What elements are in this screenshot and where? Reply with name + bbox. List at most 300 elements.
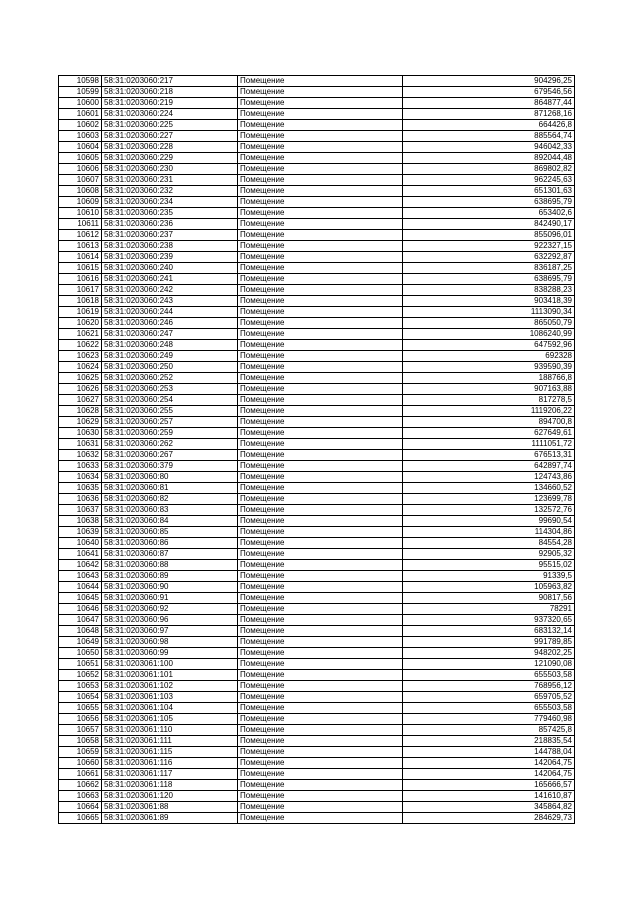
object-type-cell: Помещение [238,274,403,285]
object-type-cell: Помещение [238,461,403,472]
cadastral-number-cell: 58:31:0203060:231 [102,175,238,186]
object-type-cell: Помещение [238,472,403,483]
value-cell: 855096,01 [403,230,575,241]
row-number-cell: 10603 [59,131,102,142]
value-cell: 676513,31 [403,450,575,461]
value-cell: 144788,04 [403,747,575,758]
value-cell: 142064,75 [403,769,575,780]
cadastral-number-cell: 58:31:0203061:101 [102,670,238,681]
table-row [59,285,575,296]
object-type-cell: Помещение [238,703,403,714]
cadastral-number-cell: 58:31:0203060:240 [102,263,238,274]
table-row [59,670,575,681]
value-cell: 134660,52 [403,483,575,494]
table-row [59,230,575,241]
row-number-cell: 10636 [59,494,102,505]
table-row [59,758,575,769]
cadastral-number-cell: 58:31:0203061:89 [102,813,238,824]
table-row [59,263,575,274]
cadastral-number-cell: 58:31:0203060:219 [102,98,238,109]
value-cell: 1119206,22 [403,406,575,417]
table-row [59,406,575,417]
row-number-cell: 10664 [59,802,102,813]
value-cell: 121090,08 [403,659,575,670]
cadastral-number-cell: 58:31:0203061:115 [102,747,238,758]
row-number-cell: 10614 [59,252,102,263]
cadastral-number-cell: 58:31:0203060:257 [102,417,238,428]
cadastral-number-cell: 58:31:0203060:238 [102,241,238,252]
value-cell: 655503,58 [403,703,575,714]
object-type-cell: Помещение [238,241,403,252]
cadastral-number-cell: 58:31:0203061:110 [102,725,238,736]
object-type-cell: Помещение [238,483,403,494]
table-row [59,219,575,230]
table-row [59,494,575,505]
value-cell: 284629,73 [403,813,575,824]
cadastral-number-cell: 58:31:0203060:92 [102,604,238,615]
object-type-cell: Помещение [238,351,403,362]
row-number-cell: 10640 [59,538,102,549]
object-type-cell: Помещение [238,340,403,351]
table-row [59,439,575,450]
table-row [59,318,575,329]
object-type-cell: Помещение [238,571,403,582]
value-cell: 864877,44 [403,98,575,109]
row-number-cell: 10609 [59,197,102,208]
row-number-cell: 10624 [59,362,102,373]
object-type-cell: Помещение [238,395,403,406]
document-page [58,75,574,824]
cadastral-number-cell: 58:31:0203061:102 [102,681,238,692]
table-row [59,571,575,582]
object-type-cell: Помещение [238,175,403,186]
object-type-cell: Помещение [238,758,403,769]
cadastral-number-cell: 58:31:0203060:253 [102,384,238,395]
row-number-cell: 10604 [59,142,102,153]
object-type-cell: Помещение [238,219,403,230]
cadastral-number-cell: 58:31:0203061:111 [102,736,238,747]
table-row [59,527,575,538]
object-type-cell: Помещение [238,428,403,439]
row-number-cell: 10618 [59,296,102,307]
cadastral-number-cell: 58:31:0203060:249 [102,351,238,362]
table-row [59,362,575,373]
table-row [59,373,575,384]
cadastral-number-cell: 58:31:0203060:244 [102,307,238,318]
object-type-cell: Помещение [238,329,403,340]
value-cell: 188766,8 [403,373,575,384]
cadastral-number-cell: 58:31:0203060:218 [102,87,238,98]
value-cell: 937320,65 [403,615,575,626]
value-cell: 683132,14 [403,626,575,637]
value-cell: 892044,48 [403,153,575,164]
table-row [59,252,575,263]
value-cell: 922327,15 [403,241,575,252]
value-cell: 345864,82 [403,802,575,813]
row-number-cell: 10632 [59,450,102,461]
table-row [59,648,575,659]
table-row [59,109,575,120]
value-cell: 95515,02 [403,560,575,571]
row-number-cell: 10645 [59,593,102,604]
row-number-cell: 10626 [59,384,102,395]
cadastral-number-cell: 58:31:0203060:91 [102,593,238,604]
row-number-cell: 10663 [59,791,102,802]
cadastral-number-cell: 58:31:0203060:235 [102,208,238,219]
value-cell: 627649,61 [403,428,575,439]
table-row [59,703,575,714]
table-row [59,131,575,142]
object-type-cell: Помещение [238,560,403,571]
object-type-cell: Помещение [238,406,403,417]
object-type-cell: Помещение [238,285,403,296]
cadastral-number-cell: 58:31:0203060:247 [102,329,238,340]
cadastral-number-cell: 58:31:0203060:85 [102,527,238,538]
row-number-cell: 10665 [59,813,102,824]
object-type-cell: Помещение [238,439,403,450]
cadastral-number-cell: 58:31:0203060:267 [102,450,238,461]
row-number-cell: 10630 [59,428,102,439]
table-row [59,417,575,428]
table-row [59,560,575,571]
row-number-cell: 10600 [59,98,102,109]
object-type-cell: Помещение [238,769,403,780]
row-number-cell: 10620 [59,318,102,329]
value-cell: 857425,8 [403,725,575,736]
value-cell: 904296,25 [403,76,575,87]
row-number-cell: 10625 [59,373,102,384]
table-row [59,296,575,307]
table-row [59,780,575,791]
value-cell: 91339,5 [403,571,575,582]
value-cell: 1086240,99 [403,329,575,340]
row-number-cell: 10616 [59,274,102,285]
object-type-cell: Помещение [238,505,403,516]
cadastral-number-cell: 58:31:0203060:232 [102,186,238,197]
object-type-cell: Помещение [238,87,403,98]
cadastral-number-cell: 58:31:0203060:234 [102,197,238,208]
row-number-cell: 10621 [59,329,102,340]
row-number-cell: 10598 [59,76,102,87]
object-type-cell: Помещение [238,659,403,670]
table-row [59,582,575,593]
row-number-cell: 10622 [59,340,102,351]
cadastral-number-cell: 58:31:0203060:230 [102,164,238,175]
value-cell: 218835,54 [403,736,575,747]
row-number-cell: 10610 [59,208,102,219]
cadastral-number-cell: 58:31:0203060:229 [102,153,238,164]
object-type-cell: Помещение [238,98,403,109]
table-row [59,87,575,98]
row-number-cell: 10653 [59,681,102,692]
row-number-cell: 10647 [59,615,102,626]
cadastral-number-cell: 58:31:0203061:100 [102,659,238,670]
cadastral-number-cell: 58:31:0203060:90 [102,582,238,593]
table-row [59,98,575,109]
object-type-cell: Помещение [238,538,403,549]
cadastral-number-cell: 58:31:0203060:239 [102,252,238,263]
value-cell: 659705,52 [403,692,575,703]
table-row [59,461,575,472]
object-type-cell: Помещение [238,417,403,428]
row-number-cell: 10648 [59,626,102,637]
value-cell: 105963,82 [403,582,575,593]
value-cell: 865050,79 [403,318,575,329]
value-cell: 838288,23 [403,285,575,296]
cadastral-number-cell: 58:31:0203061:117 [102,769,238,780]
object-type-cell: Помещение [238,516,403,527]
cadastral-number-cell: 58:31:0203060:86 [102,538,238,549]
row-number-cell: 10659 [59,747,102,758]
object-type-cell: Помещение [238,681,403,692]
object-type-cell: Помещение [238,296,403,307]
table-row [59,813,575,824]
object-type-cell: Помещение [238,109,403,120]
value-cell: 638695,79 [403,197,575,208]
row-number-cell: 10617 [59,285,102,296]
object-type-cell: Помещение [238,142,403,153]
value-cell: 1113090,34 [403,307,575,318]
row-number-cell: 10633 [59,461,102,472]
object-type-cell: Помещение [238,593,403,604]
table-row [59,747,575,758]
cadastral-number-cell: 58:31:0203061:116 [102,758,238,769]
object-type-cell: Помещение [238,813,403,824]
cadastral-number-cell: 58:31:0203060:83 [102,505,238,516]
row-number-cell: 10658 [59,736,102,747]
cadastral-number-cell: 58:31:0203060:246 [102,318,238,329]
value-cell: 632292,87 [403,252,575,263]
cadastral-number-cell: 58:31:0203060:254 [102,395,238,406]
value-cell: 885564,74 [403,131,575,142]
value-cell: 842490,17 [403,219,575,230]
object-type-cell: Помещение [238,230,403,241]
value-cell: 692328 [403,351,575,362]
row-number-cell: 10662 [59,780,102,791]
table-row [59,384,575,395]
value-cell: 123699,78 [403,494,575,505]
table-row [59,241,575,252]
row-number-cell: 10631 [59,439,102,450]
row-number-cell: 10649 [59,637,102,648]
row-number-cell: 10612 [59,230,102,241]
object-type-cell: Помещение [238,736,403,747]
value-cell: 939590,39 [403,362,575,373]
table-row [59,340,575,351]
value-cell: 92905,32 [403,549,575,560]
cadastral-number-cell: 58:31:0203060:89 [102,571,238,582]
object-type-cell: Помещение [238,604,403,615]
row-number-cell: 10607 [59,175,102,186]
cadastral-number-cell: 58:31:0203060:224 [102,109,238,120]
object-type-cell: Помещение [238,120,403,131]
cadastral-number-cell: 58:31:0203060:97 [102,626,238,637]
cadastral-number-cell: 58:31:0203061:103 [102,692,238,703]
object-type-cell: Помещение [238,494,403,505]
object-type-cell: Помещение [238,714,403,725]
value-cell: 132572,76 [403,505,575,516]
row-number-cell: 10661 [59,769,102,780]
cadastral-number-cell: 58:31:0203060:236 [102,219,238,230]
table-row [59,428,575,439]
row-number-cell: 10639 [59,527,102,538]
row-number-cell: 10657 [59,725,102,736]
row-number-cell: 10655 [59,703,102,714]
object-type-cell: Помещение [238,527,403,538]
table-row [59,483,575,494]
cadastral-number-cell: 58:31:0203060:87 [102,549,238,560]
table-row [59,714,575,725]
value-cell: 99690,54 [403,516,575,527]
row-number-cell: 10605 [59,153,102,164]
object-type-cell: Помещение [238,747,403,758]
row-number-cell: 10644 [59,582,102,593]
cadastral-number-cell: 58:31:0203060:98 [102,637,238,648]
cadastral-number-cell: 58:31:0203060:255 [102,406,238,417]
table-row [59,802,575,813]
table-row [59,351,575,362]
cadastral-number-cell: 58:31:0203060:242 [102,285,238,296]
row-number-cell: 10599 [59,87,102,98]
cadastral-number-cell: 58:31:0203060:217 [102,76,238,87]
table-row [59,197,575,208]
value-cell: 642897,74 [403,461,575,472]
cadastral-number-cell: 58:31:0203060:81 [102,483,238,494]
table-row [59,637,575,648]
value-cell: 871268,16 [403,109,575,120]
object-type-cell: Помещение [238,186,403,197]
table-row [59,769,575,780]
value-cell: 907163,88 [403,384,575,395]
value-cell: 768956,12 [403,681,575,692]
row-number-cell: 10628 [59,406,102,417]
table-row [59,681,575,692]
table-row [59,692,575,703]
value-cell: 647592,96 [403,340,575,351]
row-number-cell: 10651 [59,659,102,670]
table-row [59,307,575,318]
value-cell: 664426,8 [403,120,575,131]
object-type-cell: Помещение [238,670,403,681]
value-cell: 84554,28 [403,538,575,549]
value-cell: 653402,6 [403,208,575,219]
row-number-cell: 10619 [59,307,102,318]
object-type-cell: Помещение [238,153,403,164]
object-type-cell: Помещение [238,626,403,637]
table-row [59,120,575,131]
row-number-cell: 10650 [59,648,102,659]
object-type-cell: Помещение [238,373,403,384]
table-row [59,725,575,736]
row-number-cell: 10635 [59,483,102,494]
object-type-cell: Помещение [238,725,403,736]
table-row [59,791,575,802]
object-type-cell: Помещение [238,549,403,560]
cadastral-number-cell: 58:31:0203060:379 [102,461,238,472]
value-cell: 836187,25 [403,263,575,274]
cadastral-number-cell: 58:31:0203061:118 [102,780,238,791]
cadastral-number-cell: 58:31:0203060:250 [102,362,238,373]
cadastral-number-cell: 58:31:0203060:262 [102,439,238,450]
table-row [59,626,575,637]
row-number-cell: 10615 [59,263,102,274]
object-type-cell: Помещение [238,615,403,626]
table-row [59,208,575,219]
object-type-cell: Помещение [238,197,403,208]
cadastral-number-cell: 58:31:0203060:225 [102,120,238,131]
object-type-cell: Помещение [238,802,403,813]
cadastral-number-cell: 58:31:0203060:228 [102,142,238,153]
object-type-cell: Помещение [238,384,403,395]
row-number-cell: 10623 [59,351,102,362]
cadastral-number-cell: 58:31:0203060:88 [102,560,238,571]
value-cell: 869802,82 [403,164,575,175]
row-number-cell: 10646 [59,604,102,615]
value-cell: 142064,75 [403,758,575,769]
row-number-cell: 10654 [59,692,102,703]
cadastral-number-cell: 58:31:0203060:227 [102,131,238,142]
cadastral-number-cell: 58:31:0203060:248 [102,340,238,351]
row-number-cell: 10602 [59,120,102,131]
table-row [59,274,575,285]
cadastral-number-cell: 58:31:0203060:241 [102,274,238,285]
object-type-cell: Помещение [238,131,403,142]
table-row [59,450,575,461]
row-number-cell: 10637 [59,505,102,516]
value-cell: 655503,58 [403,670,575,681]
table-row [59,538,575,549]
row-number-cell: 10611 [59,219,102,230]
row-number-cell: 10634 [59,472,102,483]
row-number-cell: 10638 [59,516,102,527]
value-cell: 779460,98 [403,714,575,725]
cadastral-number-cell: 58:31:0203060:237 [102,230,238,241]
object-type-cell: Помещение [238,208,403,219]
value-cell: 165666,57 [403,780,575,791]
value-cell: 962245,63 [403,175,575,186]
row-number-cell: 10660 [59,758,102,769]
value-cell: 651301,63 [403,186,575,197]
cadastral-number-cell: 58:31:0203061:120 [102,791,238,802]
table-body [59,76,575,824]
cadastral-number-cell: 58:31:0203061:105 [102,714,238,725]
table-row [59,516,575,527]
object-type-cell: Помещение [238,76,403,87]
table-row [59,329,575,340]
table-row [59,659,575,670]
row-number-cell: 10652 [59,670,102,681]
cadastral-number-cell: 58:31:0203060:99 [102,648,238,659]
cadastral-number-cell: 58:31:0203060:252 [102,373,238,384]
object-type-cell: Помещение [238,318,403,329]
object-type-cell: Помещение [238,263,403,274]
value-cell: 903418,39 [403,296,575,307]
table-row [59,615,575,626]
value-cell: 638695,79 [403,274,575,285]
value-cell: 124743,86 [403,472,575,483]
row-number-cell: 10601 [59,109,102,120]
value-cell: 1111051,72 [403,439,575,450]
row-number-cell: 10641 [59,549,102,560]
row-number-cell: 10629 [59,417,102,428]
table-row [59,604,575,615]
row-number-cell: 10606 [59,164,102,175]
cadastral-number-cell: 58:31:0203061:104 [102,703,238,714]
table-row [59,736,575,747]
object-type-cell: Помещение [238,791,403,802]
table-row [59,153,575,164]
object-type-cell: Помещение [238,307,403,318]
